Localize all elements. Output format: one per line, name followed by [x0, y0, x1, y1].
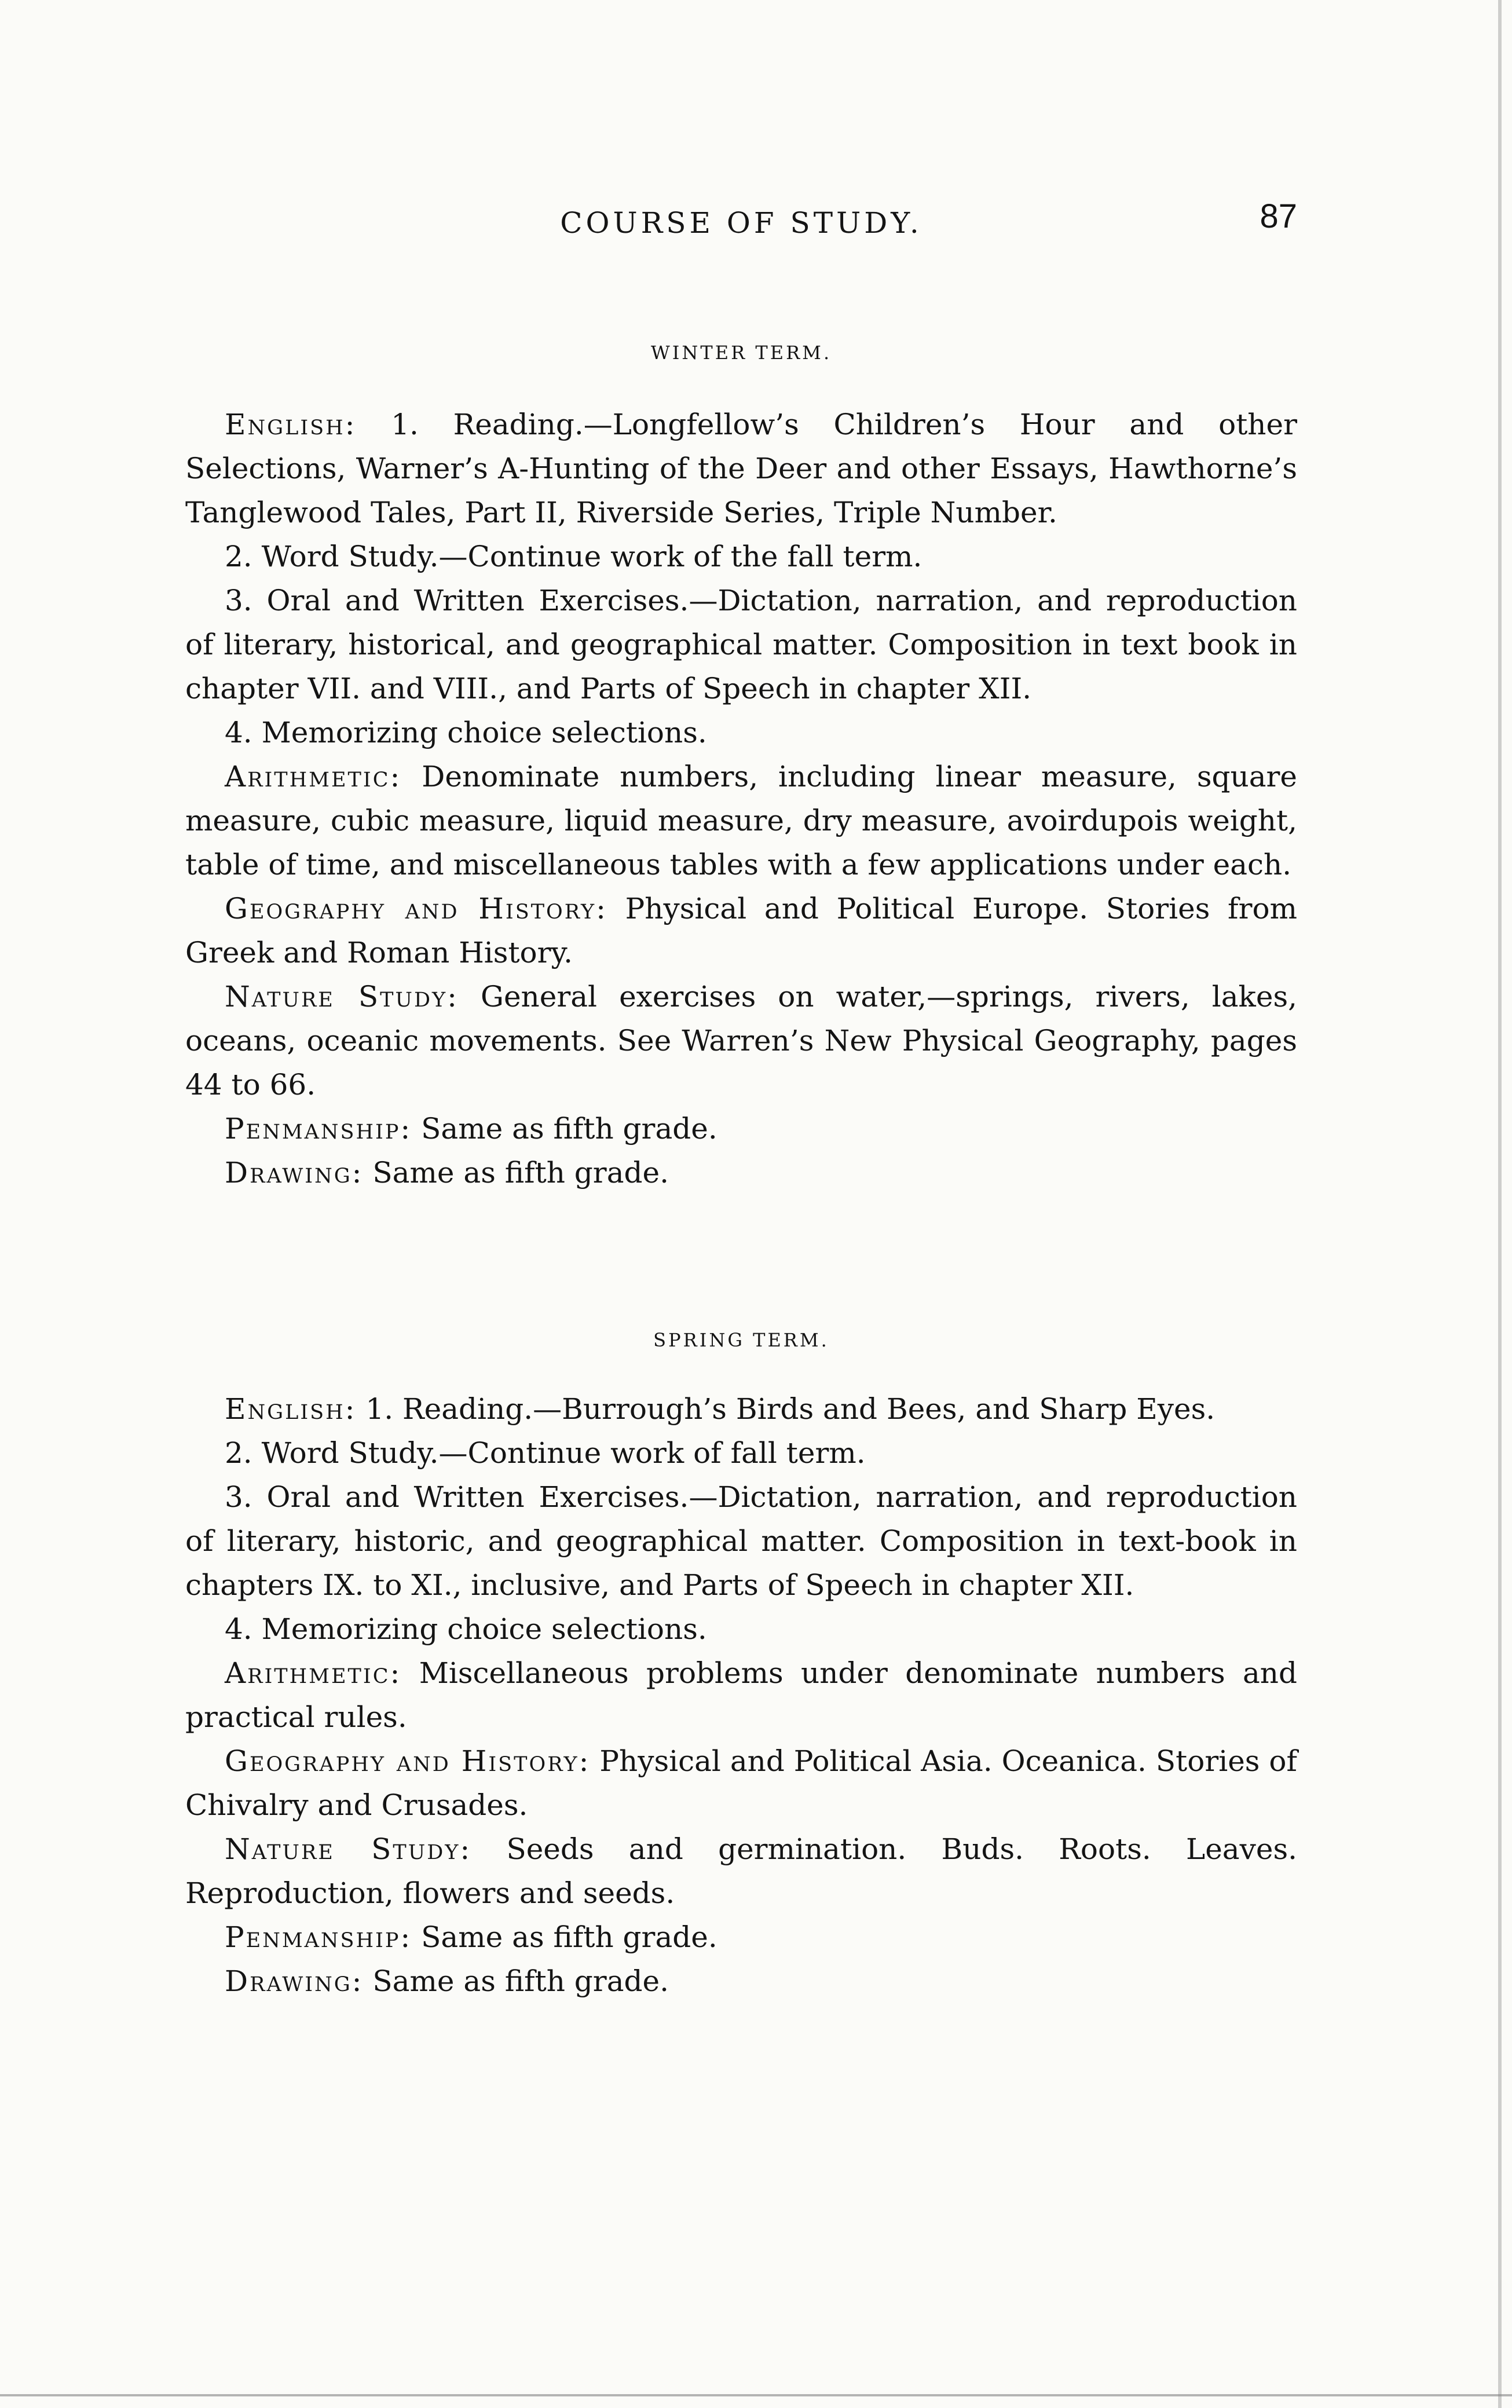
winter-arithmetic-text: Denominate numbers, including linear measure, square measure, cubic measure, liquid measure, dry measure, avoirdupois weight, table of time, and miscellaneous tables with a few applications under each.: [185, 760, 1297, 881]
spring-penmanship-text: Same as fifth grade.: [412, 1920, 717, 1954]
winter-penmanship-label: Penmanship:: [225, 1112, 412, 1146]
winter-arithmetic-paragraph: [185, 755, 1297, 887]
spring-geography-paragraph: [185, 1739, 1297, 1827]
scan-edge-line: [1498, 0, 1502, 2408]
winter-nature-text: General exercises on water,—springs, rivers, lakes, oceans, oceanic movements. See Warren’s New Physical Geography, pages 44 to 66.: [185, 980, 1298, 1101]
winter-drawing-paragraph: [185, 1151, 1297, 1195]
winter-geography-paragraph: [185, 887, 1297, 975]
winter-nature-paragraph: [185, 975, 1297, 1107]
spring-penmanship-paragraph: [185, 1915, 1297, 1959]
winter-english-reading: 1. Reading.—Longfellow’s Children’s Hour and other Selections, Warner’s A-Hunting of the Deer and other Essays, Hawthorne’s Tanglewood Tales, Part II, Riverside Series, Triple Number.: [185, 408, 1297, 529]
winter-drawing-text: Same as fifth grade.: [363, 1156, 669, 1190]
spring-oral-written: 3. Oral and Written Exercises.—Dictation, narration, and reproduction of literary, historic, and geographical matter. Composition in text-book in chapters IX. to XI., inclusive, and Parts of Speech in chapter XII.: [185, 1480, 1297, 1602]
winter-memorizing: 4. Memorizing choice selections.: [225, 716, 707, 749]
spring-term-section: [185, 1387, 1297, 2003]
winter-english-paragraph: [185, 402, 1297, 535]
spring-nature-text: Seeds and germination. Buds. Roots. Leaves. Reproduction, flowers and seeds.: [185, 1832, 1298, 1910]
spring-drawing-text: Same as fifth grade.: [363, 1964, 669, 1998]
spring-arithmetic-text: Miscellaneous problems under denominate numbers and practical rules.: [185, 1656, 1297, 1734]
winter-term-heading: WINTER TERM.: [650, 342, 832, 364]
spring-penmanship-label: Penmanship:: [225, 1920, 412, 1954]
winter-nature-label: Nature Study:: [225, 980, 459, 1013]
spring-drawing-paragraph: [185, 1959, 1297, 2003]
spring-nature-paragraph: [185, 1827, 1297, 1915]
spring-english-paragraph: [185, 1387, 1297, 1431]
running-title: COURSE OF STUDY.: [560, 206, 922, 240]
spring-geography-label: Geography and History:: [225, 1744, 591, 1778]
winter-geography-text: Physical and Political Europe. Stories from Greek and Roman History.: [185, 892, 1297, 969]
winter-english-label: English:: [225, 408, 357, 441]
spring-term-heading: SPRING TERM.: [653, 1329, 829, 1351]
winter-word-study: 2. Word Study.—Continue work of the fall term.: [225, 540, 922, 573]
spring-arithmetic-label: Arithmetic:: [225, 1656, 402, 1690]
winter-penmanship-text: Same as fifth grade.: [412, 1112, 717, 1146]
spring-drawing-label: Drawing:: [225, 1964, 364, 1998]
winter-drawing-label: Drawing:: [225, 1156, 364, 1190]
winter-arithmetic-label: Arithmetic:: [225, 760, 402, 793]
winter-penmanship-paragraph: [185, 1107, 1297, 1151]
page-header: [185, 197, 1297, 243]
winter-term-section: [185, 402, 1297, 1195]
spring-arithmetic-paragraph: [185, 1651, 1297, 1739]
spring-english-reading: 1. Reading.—Burrough’s Birds and Bees, and Sharp Eyes.: [356, 1392, 1216, 1426]
spring-word-study: 2. Word Study.—Continue work of fall term.: [225, 1436, 866, 1470]
spring-geography-text: Physical and Political Asia. Oceanica. Stories of Chivalry and Crusades.: [185, 1744, 1297, 1822]
spring-memorizing: 4. Memorizing choice selections.: [225, 1612, 707, 1646]
spring-english-label: English:: [225, 1392, 357, 1426]
winter-oral-written: 3. Oral and Written Exercises.—Dictation, narration, and reproduction of literary, historical, and geographical matter. Composition in text book in chapter VII. and VIII., and Parts of Speech in chapter XII.: [185, 584, 1297, 705]
winter-geography-label: Geography and History:: [225, 892, 607, 925]
page-number: 87: [1260, 197, 1297, 235]
scan-bottom-line: [0, 2394, 1512, 2396]
spring-nature-label: Nature Study:: [225, 1832, 472, 1866]
